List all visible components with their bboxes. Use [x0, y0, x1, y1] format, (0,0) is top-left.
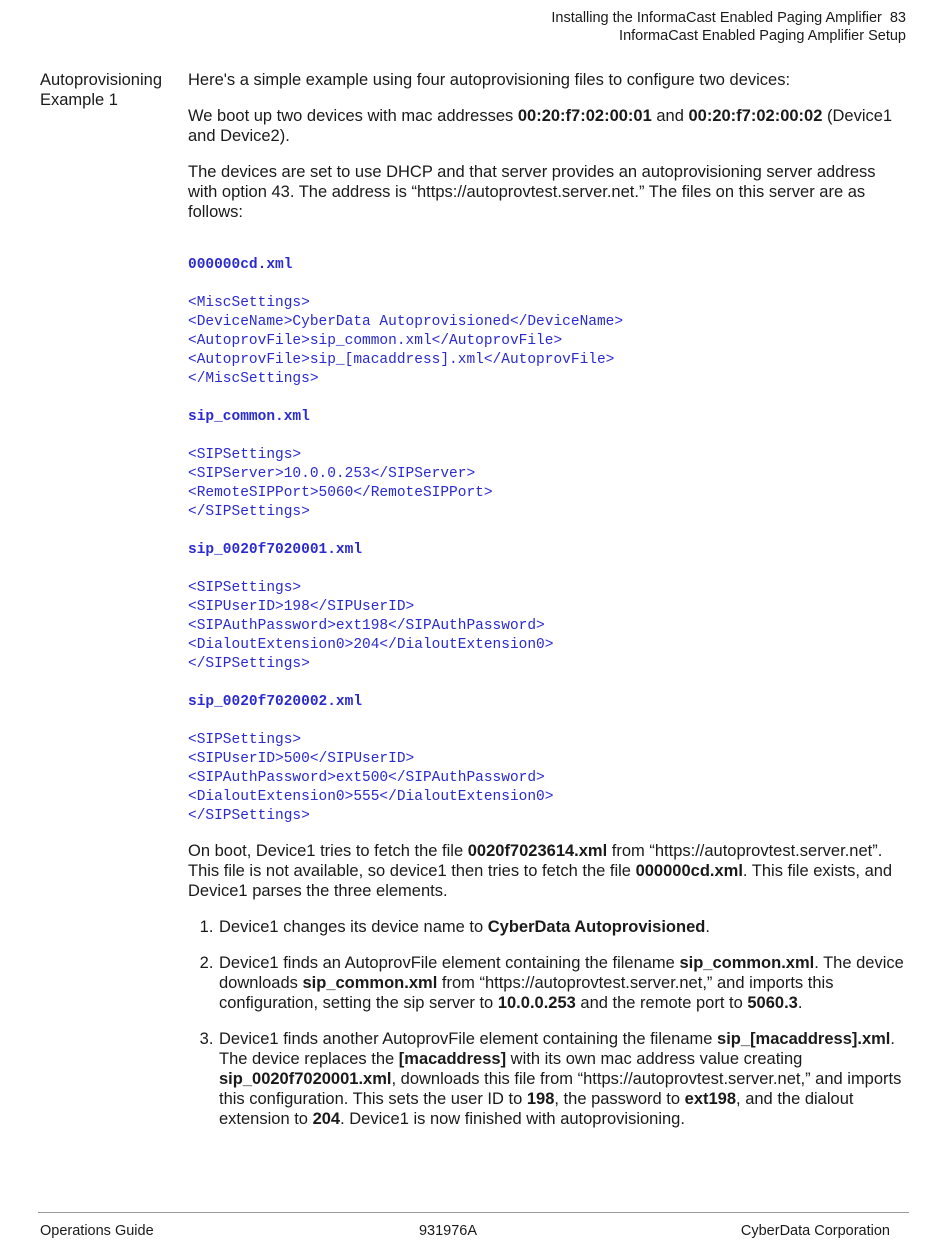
text-span: . — [705, 918, 710, 936]
text-span: On boot, Device1 tries to fetch the file — [188, 842, 468, 860]
bold-value: sip_common.xml — [302, 974, 438, 992]
code-line: </SIPSettings> — [188, 808, 310, 824]
side-heading-line-1: Autoprovisioning — [40, 71, 162, 89]
text-span: , downloads this file from “https://autoprovtest.server.net,” and imports this configuration. This sets the user ID to — [219, 1070, 902, 1108]
file-contents-0 — [188, 294, 908, 389]
text-span: . The device downloads — [219, 954, 904, 992]
text-span: . — [797, 994, 803, 1012]
side-heading-line-2: Example 1 — [40, 91, 118, 109]
bold-value: 10.0.0.253 — [497, 994, 576, 1012]
side-heading — [40, 70, 162, 110]
chapter-title: Installing the InformaCast Enabled Paging Amplifier — [551, 10, 882, 26]
text-span: . Device1 is now finished with autoprovisioning. — [340, 1110, 685, 1128]
text-span: , the password to — [554, 1090, 685, 1108]
on-boot-paragraph — [188, 841, 908, 901]
step-item-3 — [218, 1029, 908, 1129]
bold-value: 204 — [312, 1110, 341, 1128]
section-title: InformaCast Enabled Paging Amplifier Setup — [619, 28, 906, 44]
text-span: . This file exists, and Device1 parses the three elements. — [188, 862, 893, 900]
text-span: Device1 finds an AutoprovFile element containing the filename — [219, 954, 680, 972]
code-line: <AutoprovFile>sip_common.xml</AutoprovFile> — [188, 333, 563, 349]
step-item-2 — [218, 953, 908, 1013]
boot-text-1: We boot up two devices with mac addresses — [188, 107, 518, 125]
code-line: <SIPAuthPassword>ext198</SIPAuthPassword> — [188, 618, 545, 634]
mac-address-2: 00:20:f7:02:00:02 — [688, 107, 823, 125]
code-line: <SIPSettings> — [188, 580, 302, 596]
steps-list — [188, 917, 908, 1129]
code-line: <SIPSettings> — [188, 447, 302, 463]
footer-company: CyberData Corporation — [740, 1223, 890, 1239]
boot-paragraph — [188, 106, 908, 146]
text-span: . The device replaces the — [219, 1030, 895, 1068]
file-contents-3 — [188, 731, 908, 826]
header-line-1 — [551, 9, 906, 27]
page-number: 83 — [889, 10, 906, 26]
dhcp-paragraph: The devices are set to use DHCP and that server provides an autoprovisioning server address with option 43. The address is “https://autoprovtest.server.net.” The files on this server are as follows: — [188, 163, 876, 221]
file-name-0: 000000cd.xml — [188, 257, 293, 273]
text-span: and the remote port to — [575, 994, 748, 1012]
file-name-3: sip_0020f7020002.xml — [188, 694, 363, 710]
text-span: Device1 finds another AutoprovFile element containing the filename — [219, 1030, 718, 1048]
boot-text-2: and — [651, 107, 689, 125]
step-item-1 — [218, 917, 908, 937]
bold-value: CyberData Autoprovisioned — [487, 918, 706, 936]
code-line: </SIPSettings> — [188, 504, 310, 520]
footer-document-number: 931976A — [418, 1223, 478, 1239]
boot-text-3: (Device1 and Device2). — [188, 107, 893, 145]
code-line: <SIPUserID>500</SIPUserID> — [188, 751, 415, 767]
bold-value: sip_[macaddress].xml — [717, 1030, 891, 1048]
code-line: </MiscSettings> — [188, 371, 319, 387]
intro-paragraph: Here's a simple example using four autoprovisioning files to configure two devices: — [188, 71, 791, 89]
code-line: <DeviceName>CyberData Autoprovisioned</DeviceName> — [188, 314, 624, 330]
bold-value: ext198 — [684, 1090, 737, 1108]
bold-value: sip_0020f7020001.xml — [219, 1070, 392, 1088]
file-contents-2 — [188, 579, 908, 674]
text-span: with its own mac address value creating — [506, 1050, 803, 1068]
code-line: <AutoprovFile>sip_[macaddress].xml</AutoprovFile> — [188, 352, 615, 368]
text-span: , and the dialout extension to — [219, 1090, 854, 1128]
bold-value: [macaddress] — [398, 1050, 507, 1068]
text-span: Device1 changes its device name to — [219, 918, 488, 936]
bold-filename: 0020f7023614.xml — [467, 842, 608, 860]
mac-address-1: 00:20:f7:02:00:01 — [517, 107, 652, 125]
code-line: <SIPSettings> — [188, 732, 302, 748]
text-span: from “https://autoprovtest.server.net,” and imports this configuration, setting the sip server to — [219, 974, 834, 1012]
code-line: <SIPServer>10.0.0.253</SIPServer> — [188, 466, 476, 482]
code-line: <SIPAuthPassword>ext500</SIPAuthPassword> — [188, 770, 545, 786]
file-name-2: sip_0020f7020001.xml — [188, 542, 363, 558]
bold-value: sip_common.xml — [679, 954, 815, 972]
file-contents-1 — [188, 446, 908, 522]
code-line: </SIPSettings> — [188, 656, 310, 672]
page-header — [551, 9, 906, 45]
bold-value: 198 — [526, 1090, 555, 1108]
footer-document-title: Operations Guide — [40, 1223, 154, 1239]
text-span: from “https://autoprovtest.server.net”. This file is not available, so device1 then tries to fetch the file — [188, 842, 883, 880]
code-line: <SIPUserID>198</SIPUserID> — [188, 599, 415, 615]
file-name-1: sip_common.xml — [188, 409, 310, 425]
code-line: <DialoutExtension0>555</DialoutExtension0> — [188, 789, 554, 805]
code-line: <RemoteSIPPort>5060</RemoteSIPPort> — [188, 485, 493, 501]
code-line: <MiscSettings> — [188, 295, 310, 311]
bold-value: 5060.3 — [747, 994, 798, 1012]
bold-filename: 000000cd.xml — [635, 862, 743, 880]
footer-divider — [38, 1212, 909, 1213]
code-line: <DialoutExtension0>204</DialoutExtension0> — [188, 637, 554, 653]
main-content — [188, 70, 908, 1145]
